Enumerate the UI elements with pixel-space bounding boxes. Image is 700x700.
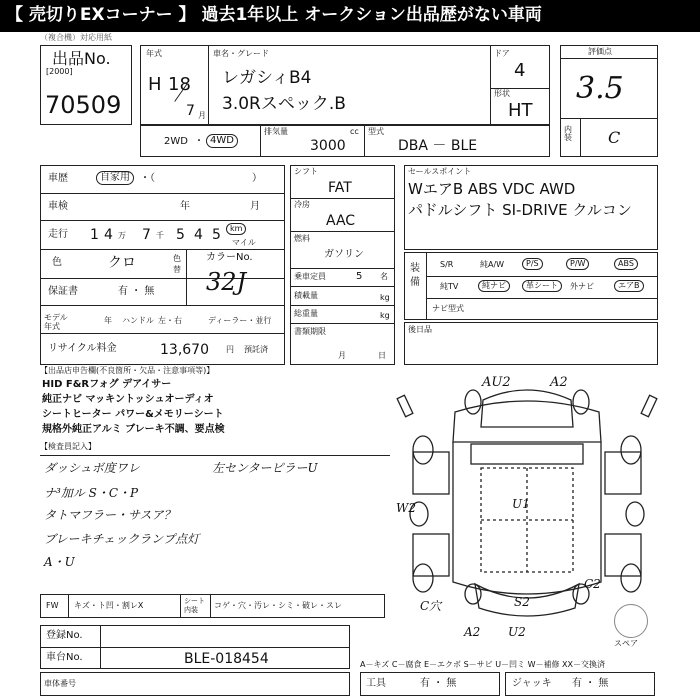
- bottom-label: 車体番号: [44, 679, 76, 688]
- after-label: 後日品: [408, 325, 432, 334]
- model-year-label: モデル年式: [44, 313, 68, 331]
- displacement-label: 排気量: [264, 127, 288, 136]
- mileage-sen: 千: [156, 231, 164, 240]
- mileage-d1: 1: [90, 227, 99, 243]
- equip-airbag: エアB: [614, 280, 644, 292]
- load-label: 積載量: [294, 291, 318, 300]
- drive-4wd: 4WD: [206, 134, 238, 148]
- doors-value: 4: [514, 60, 526, 81]
- warranty-label: 保証書: [48, 286, 78, 297]
- capacity-label: 乗車定員: [294, 272, 326, 281]
- remarks-line4: 規格外純正アルミ ブレーキ不調、要点検: [42, 424, 225, 435]
- year-value: 18: [168, 74, 191, 95]
- load-unit: kg: [380, 293, 390, 302]
- equip-extnavi: 外ナビ: [570, 282, 594, 291]
- remarks-line2: 純正ナビ マッキントッシュオーディオ: [42, 394, 214, 405]
- spare-circle: [614, 604, 648, 638]
- doors-label: ドア: [494, 49, 510, 58]
- history-sep: ・（: [140, 173, 155, 184]
- fuel-value: ガソリン: [324, 249, 364, 260]
- tool-label: 工具: [366, 678, 386, 689]
- reg-label: 登録No.: [46, 630, 83, 641]
- warranty-value: 有 ・ 無: [118, 286, 155, 297]
- inspection-month: 月: [250, 201, 260, 212]
- mileage-unit-mile: マイル: [232, 238, 256, 247]
- drive-2wd: 2WD: [164, 136, 188, 147]
- mileage-man: 万: [118, 231, 126, 240]
- model-grade: 3.0Rスペック.B: [222, 94, 346, 114]
- registration-label: 書類期限: [294, 327, 326, 336]
- bottom-box: [40, 672, 350, 696]
- selling-line1: WエアB ABS VDC AWD: [408, 180, 576, 198]
- mileage-d6: 5: [212, 227, 221, 243]
- registration-month: 月: [338, 351, 346, 360]
- mileage-d3: 7: [142, 227, 151, 243]
- ac-label: 冷房: [294, 200, 310, 209]
- model-label: 車名・グレード: [213, 49, 269, 58]
- equip-abs: ABS: [614, 258, 638, 270]
- model-name: レガシィB4: [222, 68, 312, 88]
- equip-navi: 純ナビ: [478, 280, 510, 292]
- mileage-unit-km: km: [226, 223, 246, 235]
- handle-value: 左・右: [158, 316, 182, 325]
- model-year-year: 年: [104, 316, 112, 325]
- year-label: 年式: [146, 49, 162, 58]
- equip-aw: 純A/W: [480, 260, 505, 269]
- after-box: [404, 322, 658, 365]
- inspector-line3: タトマフラー・サスア？: [44, 508, 176, 522]
- spare-label: スペア: [614, 639, 638, 648]
- selling-label: セールスポイント: [408, 167, 472, 176]
- inspection-label: 車検: [48, 201, 68, 212]
- mark-a2-bottom: A2: [464, 625, 481, 639]
- fuel-label: 燃料: [294, 234, 310, 243]
- lot-year-tag: [2000]: [46, 67, 73, 76]
- defects-fw: FW: [46, 601, 59, 610]
- score-label: 評価点: [588, 47, 612, 56]
- mark-c2: C2: [584, 577, 601, 591]
- history-value: 自家用: [96, 171, 134, 185]
- model-code-label: 型式: [368, 127, 384, 136]
- color-value: クロ: [108, 255, 136, 271]
- details-box: [40, 165, 285, 365]
- weight-label: 総重量: [294, 309, 318, 318]
- shift-label: シフト: [294, 167, 318, 176]
- inspector-line4: ブレーキチェックランプ点灯: [44, 532, 200, 546]
- equip-pw: P/W: [566, 258, 589, 270]
- tool-value: 有 ・ 無: [420, 678, 457, 689]
- ac-value: AAC: [326, 213, 356, 229]
- shape-value: HT: [508, 100, 533, 121]
- jack-value: 有 ・ 無: [572, 678, 609, 689]
- inspector-line1: ダッシュボ度ワレ: [44, 461, 140, 475]
- mark-u2: U2: [508, 625, 526, 639]
- mark-a2-top: A2: [550, 375, 568, 390]
- shape-label: 形状: [494, 89, 510, 98]
- selling-line2: パドルシフト SI-DRIVE クルコン: [408, 201, 632, 219]
- navi-type-label: ナビ型式: [432, 304, 464, 313]
- capacity-value: 5: [356, 271, 363, 282]
- mark-c-hole: C穴: [420, 599, 442, 613]
- defects-items2: コゲ・穴・汚レ・シミ・破レ・スレ: [214, 601, 342, 610]
- mark-s2: S2: [514, 595, 530, 609]
- equip-ps: P/S: [522, 258, 543, 270]
- model-code-value: DBA － BLE: [398, 138, 478, 154]
- chassis-label: 車台No.: [46, 652, 83, 663]
- registration-day: 日: [378, 351, 386, 360]
- interior-label: 内装: [564, 125, 572, 142]
- inspector-line5: A・U: [44, 555, 75, 569]
- equip-tv: 純TV: [440, 282, 459, 291]
- displacement-value: 3000: [310, 138, 346, 154]
- mark-au2: AU2: [482, 375, 511, 390]
- mileage-d5: 4: [194, 227, 203, 243]
- displacement-unit: cc: [350, 127, 359, 136]
- chassis-value: BLE-018454: [184, 651, 269, 667]
- color-change: 色替: [173, 254, 181, 274]
- mileage-d2: 4: [104, 227, 113, 243]
- legend: A－キズ C－腐食 E－エクボ S－サビ U－凹ミ W－補修 XX－交換済: [360, 660, 606, 669]
- inspector-line2: ナ³加ル S・C・P: [44, 486, 139, 500]
- mileage-d4: 5: [176, 227, 185, 243]
- equip-sr: S/R: [440, 260, 454, 269]
- capacity-unit: 名: [380, 272, 388, 281]
- history-close: ）: [252, 173, 262, 184]
- lot-label: 出品No.: [52, 49, 111, 68]
- mileage-label: 走行: [48, 229, 68, 240]
- equipment-label: 装備: [410, 263, 420, 288]
- color-code: 32J: [206, 268, 247, 296]
- mark-u1: U1: [512, 497, 530, 511]
- defects-items: キズ・ト凹・割レX: [74, 601, 144, 610]
- top-note: （複合機）対応用紙: [40, 33, 112, 42]
- year-era: H: [148, 74, 162, 95]
- remarks-line3: シートヒーター パワー&メモリーシート: [42, 409, 224, 420]
- inspector-title: 【検査員記入】: [40, 442, 96, 451]
- recycle-unit: 円: [226, 345, 234, 354]
- remarks-title: 【出品店申告欄(不良箇所・欠品・注意事項等)】: [40, 366, 215, 375]
- mark-w2: W2: [396, 501, 416, 515]
- defects-seat: シート内装: [184, 597, 205, 614]
- color-label: 色: [52, 257, 62, 268]
- inspector-right: 左センターピラーU: [212, 461, 318, 475]
- header-title: 【 売切りEXコーナー 】 過去1年以上 オークション出品歴がない車両: [6, 5, 542, 25]
- interior-value: C: [608, 128, 621, 147]
- equip-leather: 革シート: [522, 280, 562, 292]
- weight-unit: kg: [380, 311, 390, 320]
- inspection-year: 年: [180, 201, 190, 212]
- dealer-label: ディーラー・並行: [208, 316, 272, 325]
- year-month: 7: [186, 103, 195, 119]
- recycle-value: 13,670: [160, 342, 209, 358]
- jack-label: ジャッキ: [512, 678, 552, 689]
- recycle-note: 預託済: [244, 345, 268, 354]
- history-label: 車歴: [48, 173, 68, 184]
- drive-sep: ・: [194, 136, 204, 147]
- recycle-label: リサイクル料金: [48, 343, 117, 354]
- color-code-label: カラーNo.: [206, 252, 253, 263]
- year-month-unit: 月: [198, 111, 206, 120]
- shift-value: FAT: [328, 180, 352, 196]
- score-value: 3.5: [576, 71, 624, 106]
- remarks-line1: HID F&Rフォグ デアイサー: [42, 379, 172, 390]
- lot-number: 70509: [45, 91, 122, 119]
- handle-label: ハンドル: [122, 316, 154, 325]
